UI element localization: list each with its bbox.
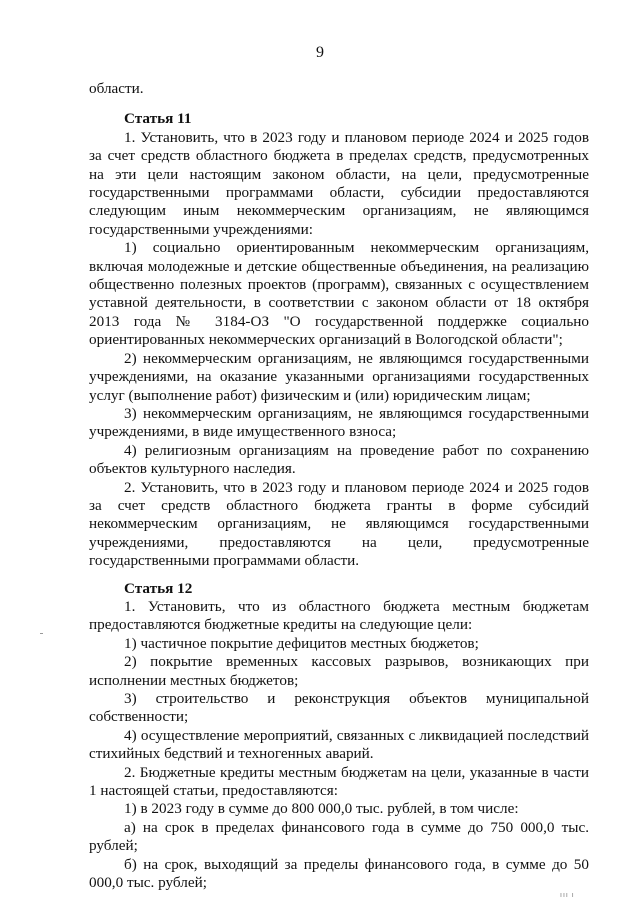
article-12-paragraph-2: 2. Бюджетные кредиты местным бюджетам на цели, указанные в части 1 настоящей статьи, предоставляются: bbox=[89, 763, 589, 800]
article-12-paragraph-1: 1. Установить, что из областного бюджета местным бюджетам предоставляются бюджетные кредиты на следующие цели: bbox=[89, 597, 589, 634]
continuation-text: области. bbox=[89, 80, 144, 97]
article-12-item-4: 4) осуществление мероприятий, связанных с ликвидацией последствий стихийных бедствий и техногенных аварий. bbox=[89, 726, 589, 763]
article-11-paragraph-1: 1. Установить, что в 2023 году и плановом периоде 2024 и 2025 годов за счет средств областного бюджета в пределах средств, предусмотренных на эти цели настоящим законом области, на цели, предусмотренные государственными программами области, субсидии предоставляются следующим иным некоммерческим организациям, не являющимся государственными учреждениями: bbox=[89, 128, 589, 238]
article-11-paragraph-2: 2. Установить, что в 2023 году и плановом периоде 2024 и 2025 годов за счет средств областного бюджета гранты в форме субсидий некоммерческим организациям, не являющимся государственными учреждениями, предоставляются на цели, предусмотренные государственными программами области. bbox=[89, 478, 589, 570]
article-12-subitem-1: 1) в 2023 году в сумме до 800 000,0 тыс. рублей, в том числе: bbox=[124, 800, 519, 818]
article-11-item-4: 4) религиозным организациям на проведение работ по сохранению объектов культурного наследия. bbox=[89, 441, 589, 478]
article-11-item-1: 1) социально ориентированным некоммерческим организациям, включая молодежные и детские общественные объединения, на реализацию общественно полезных проектов (программ), связанных с осуществлением уставной деятельности, в соответствии с законом области от 18 октября 2013 года № 3184-ОЗ "О государственной поддержке социально ориентированных некоммерческих организаций в Вологодской области"; bbox=[89, 239, 589, 349]
scan-mark bbox=[40, 633, 43, 634]
article-11-item-2: 2) некоммерческим организациям, не являющимся государственными учреждениями, на оказание указанными организациями государственных услуг (выполнение работ) физическим и (или) юридическим лицам; bbox=[89, 349, 589, 404]
article-12-subitem-1b: б) на срок, выходящий за пределы финансового года, в сумме до 50 000,0 тыс. рублей; bbox=[89, 855, 589, 892]
article-12-item-3: 3) строительство и реконструкция объектов муниципальной собственности; bbox=[89, 690, 589, 726]
document-body bbox=[89, 80, 589, 892]
article-12-item-1: 1) частичное покрытие дефицитов местных бюджетов; bbox=[124, 634, 479, 652]
article-12-heading: Статья 12 bbox=[124, 579, 193, 597]
article-12-subitem-1a: а) на срок в пределах финансового года в сумме до 750 000,0 тыс. рублей; bbox=[89, 818, 589, 855]
article-12-item-2: 2) покрытие временных кассовых разрывов, возникающих при исполнении местных бюджетов; bbox=[89, 653, 589, 689]
footer-scan-marks: ııı ı bbox=[560, 892, 575, 899]
page-number: 9 bbox=[316, 44, 324, 61]
article-11-item-3: 3) некоммерческим организациям, не являющимся государственными учреждениями, в виде имущественного взноса; bbox=[89, 404, 589, 441]
article-11-heading: Статья 11 bbox=[124, 110, 192, 128]
